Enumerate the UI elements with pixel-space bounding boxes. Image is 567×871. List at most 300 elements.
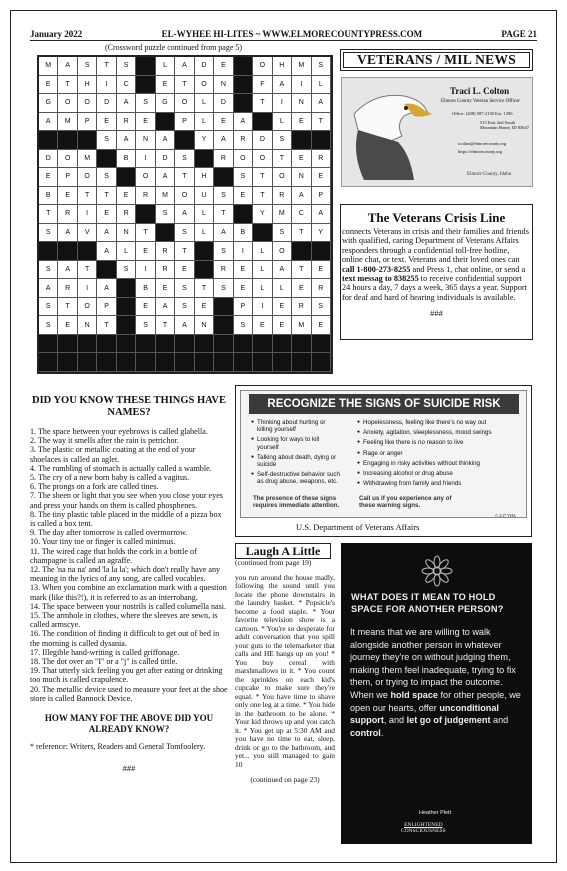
crossword-black-cell [253, 353, 272, 372]
crossword-cell: N [292, 94, 311, 113]
poster-banner: RECOGNIZE THE SIGNS OF SUICIDE RISK [249, 394, 519, 414]
crossword-cell: I [292, 76, 311, 95]
dyk-fact: 4. The rumbling of stomach is actually called a wamble. [30, 463, 212, 473]
crossword-cell: A [39, 113, 58, 132]
crossword-cell: T [97, 316, 116, 335]
crossword-cell: D [97, 94, 116, 113]
crossword-cell: G [156, 94, 175, 113]
crossword-cell: R [156, 261, 175, 280]
crossword-black-cell [156, 113, 175, 132]
crossword-black-cell [136, 205, 155, 224]
crossword-cell: E [58, 187, 77, 206]
crossword-cell: R [58, 205, 77, 224]
crossword-black-cell [234, 94, 253, 113]
crossword-cell: R [117, 205, 136, 224]
crossword-cell: S [117, 57, 136, 76]
crisis-part-3: to receive confidential support 24 hours a day, 7 days a week, 365 days a year. Support for deaf and hard of hearing individuals is available. [342, 274, 527, 302]
crossword-cell: C [292, 205, 311, 224]
crossword-cell: S [136, 316, 155, 335]
crossword-black-cell [58, 335, 77, 354]
crossword-black-cell [136, 76, 155, 95]
crossword-black-cell [175, 335, 194, 354]
crossword-black-cell [175, 131, 194, 150]
poster-sign-item: ● Rage or anger [357, 450, 507, 457]
dyk-reference: * reference: Writers, Readers and General Tomfoolery. [30, 742, 206, 752]
crossword-note: (Crossword puzzle continued from page 5) [105, 43, 243, 52]
crossword-black-cell [58, 131, 77, 150]
crossword-cell: A [156, 298, 175, 317]
laugh-title: Laugh A Little [235, 543, 331, 559]
crossword-cell: E [175, 261, 194, 280]
crossword-cell: S [136, 94, 155, 113]
card-email: tcolton@elmorecounty.org [458, 141, 507, 146]
crossword-black-cell [78, 131, 97, 150]
hold-text-3: , and [383, 715, 407, 726]
crossword-cell: S [78, 57, 97, 76]
crossword-cell: T [273, 150, 292, 169]
crossword-black-cell [156, 353, 175, 372]
crossword-cell: E [39, 76, 58, 95]
crossword-cell: A [97, 224, 116, 243]
crossword-black-cell [312, 353, 331, 372]
crossword-cell: O [58, 150, 77, 169]
crossword-black-cell [97, 353, 116, 372]
crossword-black-cell [97, 261, 116, 280]
crossword-cell: N [195, 316, 214, 335]
crossword-cell: E [195, 298, 214, 317]
crossword-black-cell [214, 353, 233, 372]
crossword-cell: T [39, 205, 58, 224]
crossword-cell: B [117, 150, 136, 169]
crisis-phone: call 1-800-273-8255 [342, 264, 411, 274]
crossword-cell: I [78, 279, 97, 298]
crossword-cell: R [156, 242, 175, 261]
hold-space-box [341, 543, 532, 844]
dyk-fact: 6. The prongs on a fork are called tines. [30, 482, 159, 492]
crossword-cell: P [58, 168, 77, 187]
dyk-fact: 18. The dot over an "I" or a "j" is called tittle. [30, 657, 178, 667]
crossword-cell: L [195, 94, 214, 113]
poster-sign-item: ● Anxiety, agitation, sleeplessness, mood swings [357, 429, 507, 436]
crossword-cell: S [39, 261, 58, 280]
dyk-fact: 10. Your tiny toe or finger is called minimus. [30, 537, 176, 547]
hold-title: WHAT DOES IT MEAN TO HOLD SPACE FOR ANOTHER PERSON? [351, 592, 504, 614]
crossword-black-cell [253, 113, 272, 132]
crossword-cell: C [117, 76, 136, 95]
crossword-black-cell [97, 335, 116, 354]
dyk-fact: 12. The 'na na na' and 'la la la'; which don't really have any meaning in the lyrics of any song, are called vocables. [30, 565, 221, 584]
crossword-cell: I [253, 298, 272, 317]
crossword-cell: E [97, 205, 116, 224]
crossword-cell: A [117, 94, 136, 113]
crossword-cell: Y [195, 131, 214, 150]
crossword-cell: P [234, 298, 253, 317]
crossword-cell: G [39, 94, 58, 113]
poster-sign-item: ● Withdrawing from family and friends [357, 480, 507, 487]
crossword-black-cell [117, 298, 136, 317]
poster-foot-left: The presence of these signs requires immediate attention. [253, 495, 340, 509]
card-online [458, 140, 506, 156]
crossword-cell: E [253, 316, 272, 335]
poster-sign-item: ● Feeling like there is no reason to live [357, 439, 507, 446]
poster-sign-item: ● Increasing alcohol or drug abuse [357, 470, 507, 477]
crossword-black-cell [136, 335, 155, 354]
crossword-cell: N [136, 131, 155, 150]
crossword-cell: S [117, 261, 136, 280]
crossword-cell: M [78, 150, 97, 169]
crossword-cell: M [39, 57, 58, 76]
crossword-cell: S [312, 57, 331, 76]
crossword-black-cell [78, 335, 97, 354]
crossword-cell: E [214, 113, 233, 132]
veterans-title [340, 49, 533, 71]
crossword-cell: O [78, 298, 97, 317]
crossword-black-cell [292, 335, 311, 354]
crossword-cell: A [292, 187, 311, 206]
crossword-cell: P [175, 113, 194, 132]
crisis-line-box [340, 204, 533, 340]
card-signature: Elmore County, Idaho [467, 172, 512, 177]
crossword-black-cell [39, 335, 58, 354]
crossword-cell: M [156, 187, 175, 206]
crossword-black-cell [234, 335, 253, 354]
crossword-cell: E [136, 242, 155, 261]
crossword-cell: E [234, 279, 253, 298]
crossword-cell: T [292, 224, 311, 243]
crossword-cell: E [136, 113, 155, 132]
crossword-cell: M [273, 205, 292, 224]
crossword-cell: M [58, 113, 77, 132]
crossword-grid [37, 55, 333, 374]
hold-bold-4: control [350, 727, 381, 738]
crossword-cell: A [117, 131, 136, 150]
crossword-cell: E [136, 298, 155, 317]
crossword-cell: N [117, 224, 136, 243]
crossword-black-cell [117, 353, 136, 372]
crossword-cell: S [273, 131, 292, 150]
crossword-black-cell [214, 316, 233, 335]
crossword-cell: P [97, 298, 116, 317]
crossword-black-cell [312, 131, 331, 150]
crossword-cell: O [253, 57, 272, 76]
crossword-cell: E [39, 168, 58, 187]
crossword-cell: T [292, 261, 311, 280]
laugh-continued: (continued from page 19) [235, 558, 312, 567]
crossword-cell: S [273, 224, 292, 243]
crossword-cell: D [156, 150, 175, 169]
crossword-black-cell [312, 335, 331, 354]
crossword-cell: T [136, 224, 155, 243]
crossword-cell: A [234, 113, 253, 132]
crossword-black-cell [195, 353, 214, 372]
crossword-cell: Y [253, 205, 272, 224]
crossword-cell: H [78, 76, 97, 95]
crossword-cell: N [292, 168, 311, 187]
dyk-fact: 19. That utterly sick feeling you get after eating or drinking too much is called crapulence. [30, 666, 223, 685]
crossword-cell: A [273, 261, 292, 280]
hold-body [350, 626, 525, 739]
crossword-cell: R [292, 298, 311, 317]
dyk-fact: 16. The condition of finding it difficult to get out of bed in the morning is called dysania. [30, 629, 220, 648]
crossword-cell: T [175, 168, 194, 187]
poster-right-list [357, 419, 507, 490]
crossword-cell: I [78, 205, 97, 224]
crossword-cell: M [292, 316, 311, 335]
dyk-fact: 7. The sheen or light that you see when you close your eyes and press your hands on them is called phosphenes. [30, 491, 223, 510]
crossword-cell: D [39, 150, 58, 169]
business-card [341, 77, 533, 187]
crossword-cell: O [78, 168, 97, 187]
crossword-black-cell [78, 353, 97, 372]
did-you-know-article [30, 380, 228, 773]
crossword-cell: T [97, 187, 116, 206]
crossword-cell: O [175, 187, 194, 206]
crossword-cell: D [214, 94, 233, 113]
crossword-cell: O [273, 242, 292, 261]
crossword-cell: A [175, 205, 194, 224]
dyk-fact: 14. The space between your nostrils is called columella nasi. [30, 601, 227, 611]
hold-text-4: and [490, 715, 509, 726]
header-rule [30, 40, 537, 41]
crossword-cell: U [195, 187, 214, 206]
crossword-black-cell [136, 353, 155, 372]
crossword-cell: I [136, 150, 155, 169]
crossword-black-cell [253, 224, 272, 243]
crossword-cell: E [312, 168, 331, 187]
crossword-black-cell [39, 353, 58, 372]
crossword-cell: L [253, 279, 272, 298]
poster-sign-item: ● Looking for ways to kill yourself [251, 436, 341, 450]
crossword-black-cell [273, 335, 292, 354]
crossword-cell: A [214, 131, 233, 150]
crisis-part-2: and Press 1, chat online, or send a [410, 264, 526, 274]
card-office: Office: (208) 587-2130 Ext. 1296 [452, 111, 513, 116]
crossword-cell: D [253, 131, 272, 150]
card-address-1: 515 East 2nd South [480, 119, 516, 125]
crossword-cell: E [234, 187, 253, 206]
laugh-article [235, 543, 335, 784]
crossword-cell: E [273, 298, 292, 317]
crossword-cell: O [78, 94, 97, 113]
crossword-cell: A [58, 224, 77, 243]
crossword-cell: E [273, 316, 292, 335]
crossword-cell: E [292, 113, 311, 132]
crossword-cell: S [312, 298, 331, 317]
dyk-fact: 20. The metallic device used to measure your feet at the shoe store is called Bannock Device. [30, 684, 228, 703]
crossword-cell: A [273, 76, 292, 95]
dyk-fact: 15. The armhole in clothes, where the sleeves are sewn, is called armscye. [30, 611, 218, 630]
crossword-cell: B [234, 224, 253, 243]
crossword-black-cell [195, 335, 214, 354]
crossword-cell: E [58, 316, 77, 335]
dyk-end-mark: ### [122, 763, 136, 774]
crossword-cell: R [312, 150, 331, 169]
crossword-cell: A [97, 279, 116, 298]
hold-author: Heather Plett [419, 810, 452, 816]
dyk-fact: 2. The way it smells after the rain is petrichor. [30, 436, 179, 446]
poster-foot-right: Call us if you experience any of these warning signs. [359, 495, 452, 509]
crossword-cell: T [58, 76, 77, 95]
dyk-title: DID YOU KNOW THESE THINGS HAVE NAMES? [31, 395, 226, 418]
poster-sign-item: ● Self-destructive behavior such as drug abuse, weapons, etc. [251, 471, 341, 485]
card-address-2: Mountain Home, ID 83647 [480, 125, 529, 130]
crossword-cell: A [214, 224, 233, 243]
crossword-cell: F [253, 76, 272, 95]
crossword-cell: A [312, 205, 331, 224]
poster-dept: U.S. Department of Veterans Affairs [296, 522, 420, 532]
crossword-cell: S [175, 279, 194, 298]
crossword-cell: T [253, 168, 272, 187]
crossword-cell: I [136, 261, 155, 280]
crossword-cell: A [175, 57, 194, 76]
laugh-continued-on: (continued on page 23) [250, 775, 320, 784]
crossword-cell: R [234, 131, 253, 150]
crossword-black-cell [117, 316, 136, 335]
crossword-cell: D [195, 57, 214, 76]
issue-date: January 2022 [30, 29, 83, 39]
crossword-cell: I [234, 242, 253, 261]
crossword-black-cell [136, 57, 155, 76]
hold-bold-1: hold space [390, 689, 438, 700]
poster-left-list [251, 419, 341, 489]
crossword-cell: T [97, 57, 116, 76]
crossword-cell: T [312, 113, 331, 132]
crisis-end-mark: ### [430, 308, 443, 319]
poster-sign-item: ● Talking about death, dying or suicide [251, 454, 341, 468]
crossword-cell: O [195, 76, 214, 95]
crossword-black-cell [195, 150, 214, 169]
dyk-fact: 11. The wired cage that holds the cork in a bottle of champagne is called an agraffe. [30, 546, 197, 565]
crossword-cell: L [273, 279, 292, 298]
card-website: https://elmorecounty.org [458, 149, 502, 154]
suicide-risk-poster [235, 385, 532, 537]
crossword-cell: O [58, 94, 77, 113]
crossword-cell: S [234, 316, 253, 335]
dyk-fact: 13. When you combine an exclamation mark with a question mark (like this?!), it is referred to as an interrobang. [30, 583, 227, 602]
crossword-cell: T [78, 187, 97, 206]
poster-panel [240, 390, 527, 518]
crossword-cell: T [175, 242, 194, 261]
crisis-text-number: text messag to 838255 [342, 274, 419, 284]
crossword-cell: P [312, 187, 331, 206]
hold-bold-2: unconditional support [350, 702, 499, 726]
crossword-black-cell [195, 242, 214, 261]
dyk-fact: 3. The plastic or metallic coating at the end of your shoelaces is called an aglet. [30, 445, 196, 464]
crossword-cell: L [156, 57, 175, 76]
crossword-black-cell [214, 298, 233, 317]
hold-bold-3: let go of judgement [406, 715, 491, 726]
crossword-cell: R [117, 113, 136, 132]
crossword-cell: E [312, 261, 331, 280]
card-role: Elmore County Veteran Service Officer [441, 99, 520, 104]
crossword-black-cell [234, 57, 253, 76]
logo-line-1: ENLIGHTENED [404, 822, 443, 828]
crossword-cell: A [156, 168, 175, 187]
crisis-part-1: connects Veterans in crisis and their families and friends with qualified, caring Department of Veterans Affairs responders through a confidential toll-free hotline, online chat, or text. Veterans and their loved ones can [342, 227, 529, 265]
poster-sign-item: ● Thinking about hurting or killing yourself [251, 419, 341, 433]
crossword-cell: R [214, 261, 233, 280]
logo-line-2: CONSCIOUSNESS [401, 828, 446, 834]
crossword-cell: E [156, 76, 175, 95]
crossword-cell: T [156, 316, 175, 335]
hold-logo [401, 822, 446, 834]
crossword-black-cell [195, 261, 214, 280]
crossword-cell: M [292, 57, 311, 76]
crossword-cell: T [253, 187, 272, 206]
crossword-black-cell [156, 335, 175, 354]
crossword-cell: E [292, 150, 311, 169]
crossword-cell: S [214, 242, 233, 261]
crossword-cell: T [214, 205, 233, 224]
crossword-cell: S [214, 279, 233, 298]
crossword-cell: N [214, 76, 233, 95]
crossword-black-cell [214, 168, 233, 187]
crossword-black-cell [117, 335, 136, 354]
crossword-cell: A [312, 94, 331, 113]
crossword-black-cell [292, 131, 311, 150]
crossword-cell: L [312, 76, 331, 95]
crossword-cell: L [253, 242, 272, 261]
dyk-fact: 5. The cry of a new born baby is called a vagitus. [30, 473, 190, 483]
page-number: PAGE 21 [501, 29, 537, 39]
crossword-cell: R [312, 279, 331, 298]
crossword-black-cell [58, 353, 77, 372]
crossword-cell: A [58, 57, 77, 76]
crossword-cell: R [58, 279, 77, 298]
crossword-cell: A [58, 261, 77, 280]
crisis-title: The Veterans Crisis Line [367, 210, 506, 225]
crossword-cell: E [292, 279, 311, 298]
crossword-black-cell [312, 242, 331, 261]
flower-icon [421, 555, 453, 587]
crossword-black-cell [39, 242, 58, 261]
crossword-cell: V [78, 224, 97, 243]
crossword-cell: T [58, 298, 77, 317]
crossword-black-cell [117, 279, 136, 298]
laugh-body: you run around the house madly, following the sound until you locate the phone downstairs in the laundry basket. * Popsicle's become a food staple. * Your favorite television show is a cartoon. * You're so desperate for adult conversation that you spill your guts to the telemarketer that calls and HE hangs up on you! * You buy cereal with marshmallows in it. * You count the sprinkles on each kid's cupcake to make sure they're equal. * You have time to shave only one leg at a time. * You hide in the bathroom to be alone. * Your kid throws up and you catch it. * You get up at 5:30 AM and you have no time to eat, sleep, drink or go to the bathroom, and yet... you still managed to gain 10 [235, 572, 335, 769]
crossword-cell: L [195, 224, 214, 243]
crossword-black-cell [292, 353, 311, 372]
crossword-cell: A [156, 131, 175, 150]
crossword-cell: E [117, 187, 136, 206]
hold-text-5: . [380, 727, 384, 738]
crossword-cell: E [156, 279, 175, 298]
crossword-cell: S [175, 298, 194, 317]
crossword-cell: R [273, 187, 292, 206]
crossword-cell: S [175, 224, 194, 243]
poster-code: © 2/17 VHA [495, 513, 516, 518]
crossword-cell: S [39, 316, 58, 335]
hold-text-2: for other people, we open our hearts, offer [350, 689, 521, 713]
crossword-cell: R [214, 150, 233, 169]
crossword-black-cell [78, 242, 97, 261]
crossword-cell: B [39, 187, 58, 206]
crossword-black-cell [234, 353, 253, 372]
crossword-cell: E [234, 261, 253, 280]
poster-sign-item: ● Engaging in risky activities without thinking [357, 460, 507, 467]
crossword-cell: O [136, 168, 155, 187]
crossword-cell: T [253, 94, 272, 113]
dyk-fact: 8. The tiny plastic table placed in the middle of a pizza box is called a box tent. [30, 509, 222, 529]
crossword-cell: O [234, 150, 253, 169]
crossword-cell: S [175, 150, 194, 169]
crossword-cell: P [78, 113, 97, 132]
crossword-black-cell [253, 335, 272, 354]
poster-sign-item: ● Hopelessness, feeling like there's no way out [357, 419, 507, 426]
crossword-black-cell [234, 205, 253, 224]
crossword-black-cell [234, 76, 253, 95]
crossword-cell: N [78, 316, 97, 335]
